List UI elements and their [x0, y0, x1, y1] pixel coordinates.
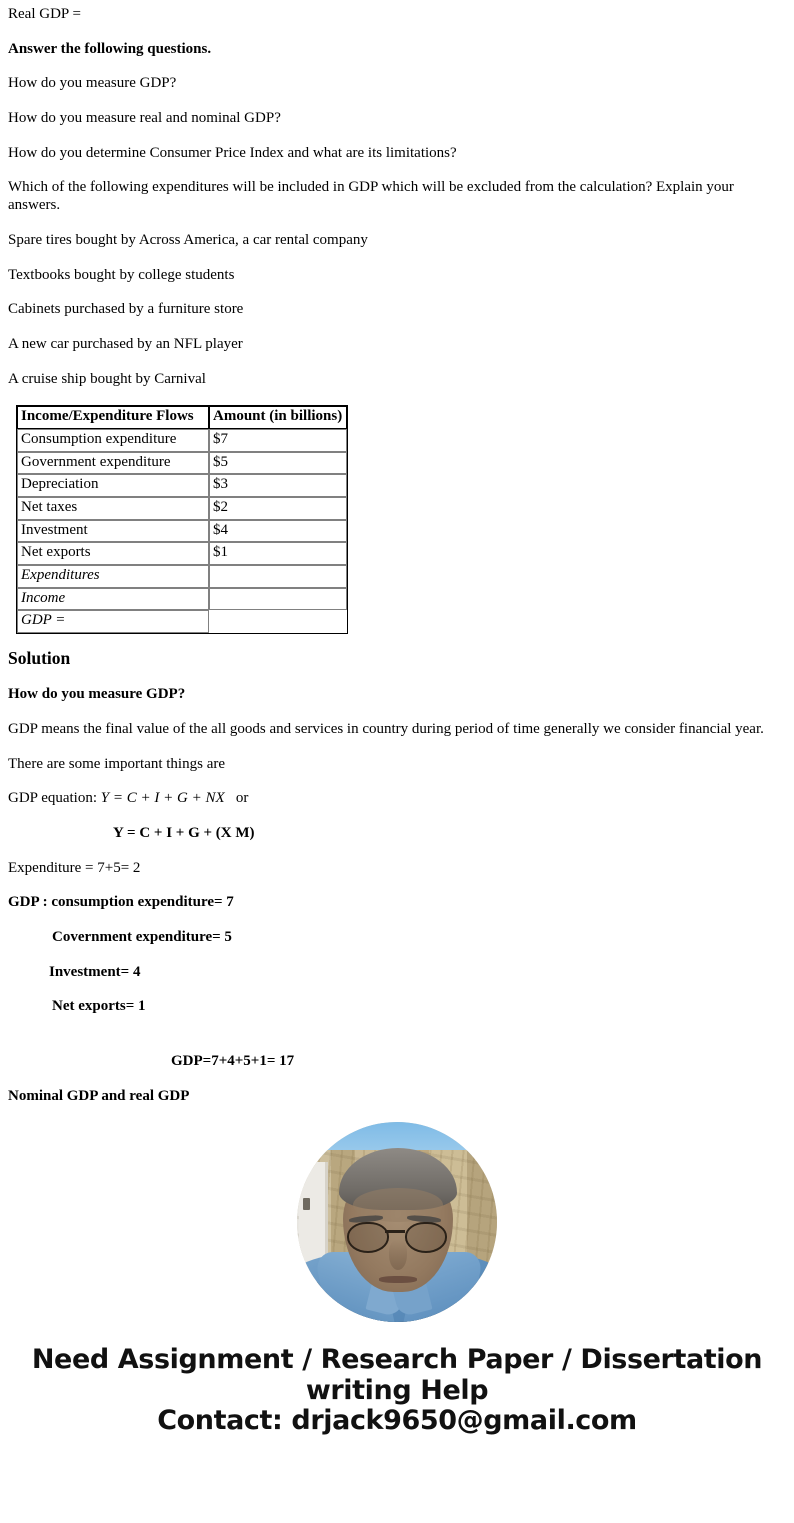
- income-expenditure-table-wrapper: [8, 405, 786, 634]
- table-row: [17, 429, 347, 452]
- gdp-equation-line: [8, 790, 786, 808]
- table-cell-amount: $2: [209, 497, 347, 520]
- table-header-flows: Income/Expenditure Flows: [17, 406, 209, 429]
- table-cell-amount: $1: [209, 542, 347, 565]
- table-row: [17, 565, 347, 588]
- table-cell-flow: Investment: [17, 520, 209, 543]
- table-row: [17, 542, 347, 565]
- table-row: [17, 610, 347, 633]
- table-row: [17, 588, 347, 611]
- vertical-spacer: [8, 1033, 786, 1053]
- footer-block: [0, 1333, 794, 1446]
- table-row: [17, 474, 347, 497]
- photo-block: [0, 1122, 794, 1327]
- nominal-real-gdp-heading: Nominal GDP and real GDP: [8, 1087, 190, 1104]
- table-row: [17, 497, 347, 520]
- table-cell-flow: Net taxes: [17, 497, 209, 520]
- breakdown-investment: Investment= 4: [49, 963, 141, 980]
- gdp-equation-or: or: [235, 790, 249, 807]
- table-cell-amount: $3: [209, 474, 347, 497]
- table-cell-amount: $7: [209, 429, 347, 452]
- table-cell-flow: Government expenditure: [17, 452, 209, 475]
- table-row: [17, 452, 347, 475]
- breakdown-consumption: GDP : consumption expenditure= 7: [8, 894, 234, 911]
- table-header-amount: Amount (in billions): [209, 406, 347, 429]
- intro-line: Real GDP =: [8, 6, 81, 22]
- income-expenditure-table: [16, 405, 348, 634]
- table-cell-amount: $4: [209, 520, 347, 543]
- expenditure-item-2: Textbooks bought by college students: [8, 266, 235, 283]
- table-cell-amount: [209, 588, 347, 611]
- expenditure-item-4: A new car purchased by an NFL player: [8, 335, 243, 352]
- table-cell-flow: Net exports: [17, 542, 209, 565]
- gdp-equation-bold: Y = C + I + G + (X M): [113, 824, 255, 841]
- breakdown-government: Covernment expenditure= 5: [52, 928, 232, 945]
- question-4: Which of the following expenditures will be included in GDP which will be excluded from the calculation? Explain your answers.: [8, 179, 734, 214]
- footer-headline-line-2: writing Help: [305, 1374, 489, 1406]
- table-cell-flow: Expenditures: [17, 565, 209, 588]
- table-cell-amount: [209, 610, 347, 633]
- table-header-row: [17, 406, 347, 429]
- table-cell-flow: GDP =: [17, 610, 209, 633]
- question-3: How do you determine Consumer Price Index and what are its limitations?: [8, 144, 457, 161]
- table-cell-flow: Consumption expenditure: [17, 429, 209, 452]
- expenditure-item-1: Spare tires bought by Across America, a car rental company: [8, 231, 368, 248]
- gdp-equation-italic: Y = C + I + G + NX: [100, 790, 225, 807]
- lead-in-text: There are some important things are: [8, 755, 226, 772]
- expenditure-calc-line: Expenditure = 7+5= 2: [8, 859, 141, 876]
- table-row: [17, 520, 347, 543]
- gdp-total-line: GDP=7+4+5+1= 17: [171, 1053, 295, 1069]
- table-cell-amount: $5: [209, 452, 347, 475]
- solution-question-heading: How do you measure GDP?: [8, 686, 186, 703]
- table-cell-flow: Income: [17, 588, 209, 611]
- instruction-heading: Answer the following questions.: [8, 40, 212, 57]
- photo-mouth: [379, 1276, 417, 1283]
- question-1: How do you measure GDP?: [8, 75, 177, 92]
- breakdown-net-exports: Net exports= 1: [52, 998, 146, 1015]
- solution-heading: Solution: [8, 648, 71, 669]
- expenditure-item-3: Cabinets purchased by a furniture store: [8, 301, 244, 318]
- gdp-definition: GDP means the final value of the all goods and services in country during period of time generally we consider financial year.: [8, 720, 764, 737]
- expenditure-item-5: A cruise ship bought by Carnival: [8, 370, 206, 387]
- table-cell-amount: [209, 565, 347, 588]
- footer-contact-line: Contact: drjack9650@gmail.com: [157, 1404, 637, 1436]
- footer-headline-line-1: Need Assignment / Research Paper / Dissertation: [31, 1344, 763, 1376]
- gdp-equation-label: GDP equation:: [8, 790, 98, 807]
- avatar: [297, 1122, 497, 1322]
- table-cell-flow: Depreciation: [17, 474, 209, 497]
- photo-eyeglass-bridge: [385, 1230, 405, 1233]
- question-2: How do you measure real and nominal GDP?: [8, 110, 281, 127]
